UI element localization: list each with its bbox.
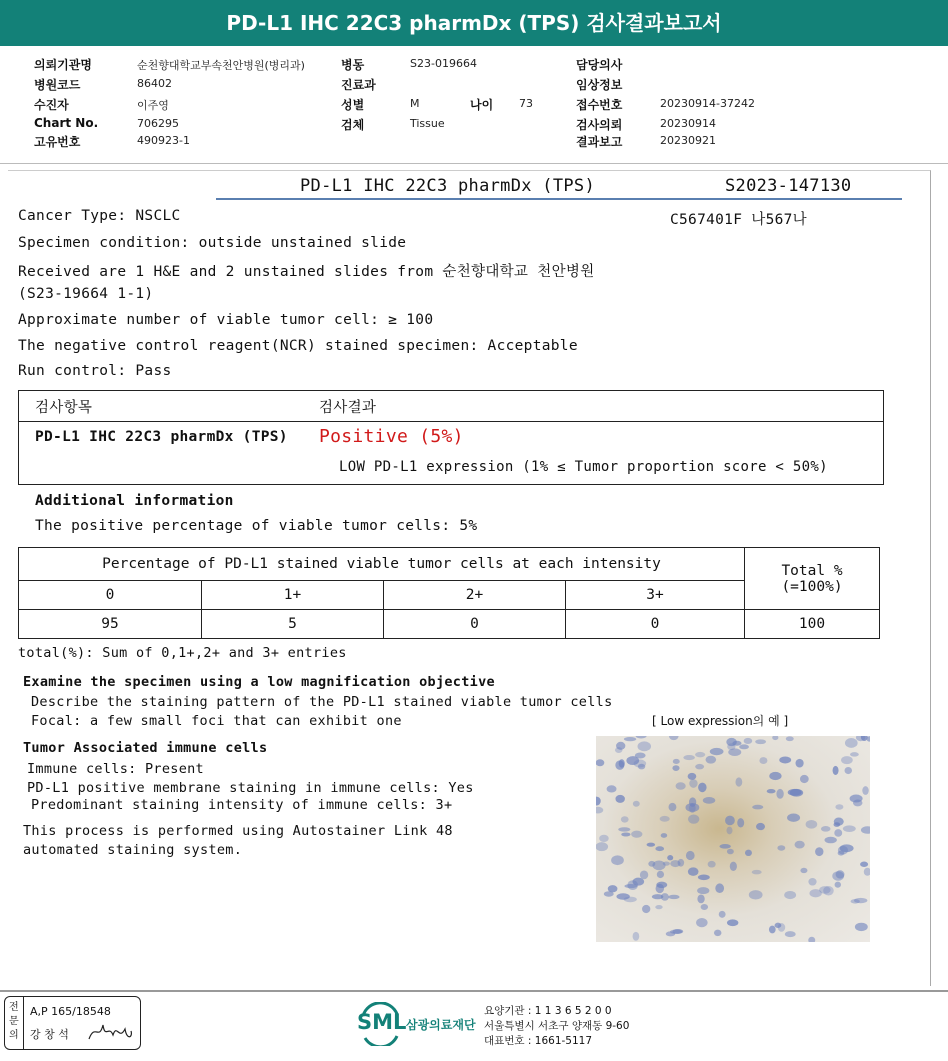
additional-title: Additional information xyxy=(35,493,234,509)
info-label: 담당의사 xyxy=(576,58,623,72)
info-label: 성별 xyxy=(341,98,365,112)
report-id: S2023-147130 xyxy=(725,176,852,196)
info-value: 490923-1 xyxy=(137,134,190,147)
result-box xyxy=(18,390,884,485)
report-line: Specimen condition: outside unstained slide xyxy=(18,235,407,251)
report-title: PD-L1 IHC 22C3 pharmDx (TPS) 검사결과보고서 xyxy=(226,11,722,35)
info-value: 순천향대학교부속천안병원(병리과) xyxy=(137,59,305,72)
address-line: 서울특별시 서초구 양재동 9-60 xyxy=(484,1020,630,1032)
info-label: 수진자 xyxy=(34,98,69,112)
immune-line: Predominant staining intensity of immune cells: 3+ xyxy=(31,797,453,813)
value-3plus: 0 xyxy=(566,610,745,639)
doctor-name: 강 창 석 xyxy=(30,1028,69,1041)
age-label: 나이 xyxy=(470,98,494,112)
sml-logo xyxy=(357,1002,407,1050)
info-value: 20230914-37242 xyxy=(660,97,755,110)
microscope-image xyxy=(596,736,870,942)
process-line: automated staining system. xyxy=(23,842,243,858)
ap-number: A,P 165/18548 xyxy=(30,1005,111,1018)
report-code: C567401F 나567나 xyxy=(670,212,807,228)
info-label: 의뢰기관명 xyxy=(34,58,92,72)
signature-stamp xyxy=(4,996,141,1050)
info-label: 결과보고 xyxy=(576,135,623,149)
examine-line: Focal: a few small foci that can exhibit one xyxy=(31,713,402,729)
table-note: total(%): Sum of 0,1+,2+ and 3+ entries xyxy=(18,645,347,661)
address xyxy=(484,1004,629,1049)
info-value: 86402 xyxy=(137,77,172,90)
report-line: Cancer Type: NSCLC xyxy=(18,208,181,224)
info-label: 병동 xyxy=(341,58,365,72)
col-0: 0 xyxy=(19,581,202,610)
info-value: 20230914 xyxy=(660,117,716,130)
report-line: The negative control reagent(NCR) stained specimen: Acceptable xyxy=(18,338,578,354)
report-line: Run control: Pass xyxy=(18,363,172,379)
image-caption: [ Low expression의 예 ] xyxy=(652,714,789,728)
examine-title: Examine the specimen using a low magnification objective xyxy=(23,674,495,690)
report-line: Received are 1 H&E and 2 unstained slides from 순천향대학교 천안병원 xyxy=(18,264,595,280)
divider xyxy=(0,163,948,164)
immune-line: PD-L1 positive membrane staining in immune cells: Yes xyxy=(27,780,474,796)
report-header xyxy=(0,0,948,46)
age-value: 73 xyxy=(519,97,533,110)
info-value: 20230921 xyxy=(660,134,716,147)
col-3plus: 3+ xyxy=(566,581,745,610)
value-total: 100 xyxy=(745,610,880,639)
report-line: Approximate number of viable tumor cell: ≥ 100 xyxy=(18,312,434,328)
address-line: 대표번호 : 1661-5117 xyxy=(484,1035,593,1047)
result-header-result: 검사결과 xyxy=(319,400,377,416)
value-2plus: 0 xyxy=(384,610,566,639)
info-label: Chart No. xyxy=(34,116,99,130)
org-name: 삼광의료재단 xyxy=(406,1018,476,1032)
col-1plus: 1+ xyxy=(202,581,384,610)
info-value: M xyxy=(410,97,420,110)
result-item: PD-L1 IHC 22C3 pharmDx (TPS) xyxy=(35,429,288,445)
signature xyxy=(87,1019,137,1045)
col-2plus: 2+ xyxy=(384,581,566,610)
logo-text: SML xyxy=(357,1010,407,1034)
info-label: 고유번호 xyxy=(34,135,81,149)
result-header-item: 검사항목 xyxy=(35,400,93,416)
info-value: S23-019664 xyxy=(410,57,477,70)
value-0: 95 xyxy=(19,610,202,639)
info-label: 임상정보 xyxy=(576,78,623,92)
info-value: 이주영 xyxy=(137,99,169,112)
info-label: 병원코드 xyxy=(34,78,81,92)
info-label: 검체 xyxy=(341,118,365,132)
intensity-table xyxy=(18,547,880,639)
intensity-header: Percentage of PD-L1 stained viable tumor cells at each intensity xyxy=(19,548,745,581)
footer-divider xyxy=(0,990,948,992)
immune-line: Immune cells: Present xyxy=(27,761,204,777)
total-header: Total % (=100%) xyxy=(745,548,880,610)
immune-title: Tumor Associated immune cells xyxy=(23,740,268,756)
info-label: 접수번호 xyxy=(576,98,623,112)
info-label: 검사의뢰 xyxy=(576,118,623,132)
stamp-label: 전문의 xyxy=(9,1002,19,1041)
result-note: LOW PD-L1 expression (1% ≤ Tumor proportion score < 50%) xyxy=(339,459,828,475)
result-positive: Positive (5%) xyxy=(319,426,464,447)
title-rule xyxy=(216,198,902,200)
additional-text: The positive percentage of viable tumor cells: 5% xyxy=(35,518,478,534)
process-line: This process is performed using Autostainer Link 48 xyxy=(23,823,453,839)
address-line: 요양기관 : 1 1 3 6 5 2 0 0 xyxy=(484,1005,612,1017)
info-value: 706295 xyxy=(137,117,179,130)
report-line: (S23-19664 1-1) xyxy=(18,286,154,302)
info-value: Tissue xyxy=(410,117,445,130)
report-title: PD-L1 IHC 22C3 pharmDx (TPS) xyxy=(300,176,595,196)
value-1plus: 5 xyxy=(202,610,384,639)
info-label: 진료과 xyxy=(341,78,376,92)
examine-line: Describe the staining pattern of the PD-L1 stained viable tumor cells xyxy=(31,694,613,710)
